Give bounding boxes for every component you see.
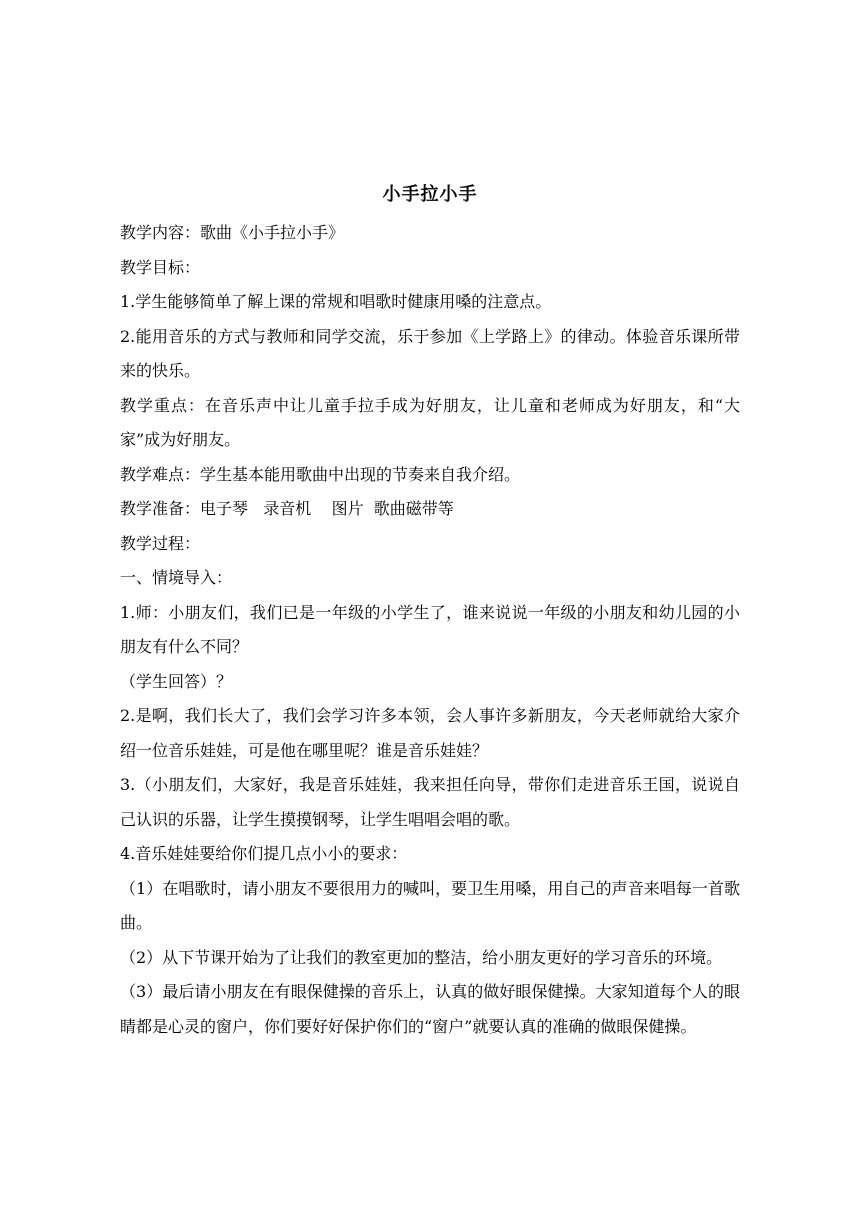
paragraph-step-4: 4.音乐娃娃要给你们提几点小小的要求： [120, 844, 408, 863]
paragraph-step-3: 3.（小朋友们，大家好，我是音乐娃娃，我来担任向导，带你们走进音乐王国，说说自己认识的乐器，让学生摸摸钢琴，让学生唱唱会唱的歌。 [120, 775, 740, 829]
paragraph-goal-1: 1.学生能够简单了解上课的常规和唱歌时健康用嗓的注意点。 [120, 292, 552, 311]
paragraph-step-1: 1.师：小朋友们，我们已是一年级的小学生了，谁来说说一年级的小朋友和幼儿园的小朋友有什么不同？ [120, 602, 740, 656]
paragraph-teaching-content: 教学内容：歌曲《小手拉小手》 [120, 223, 345, 242]
document-title: 小手拉小手 [382, 184, 478, 205]
document-body [120, 216, 740, 1044]
paragraph-difficulties: 教学难点：学生基本能用歌曲中出现的节奏来自我介绍。 [120, 464, 521, 484]
paragraph-goal-2: 2.能用音乐的方式与教师和同学交流，乐于参加《上学路上》的律动。体验音乐课所带来的快乐。 [120, 326, 740, 380]
paragraph-student-answer: （学生回答）？ [120, 671, 233, 691]
paragraph-preparation: 教学准备：电子琴 录音机 图片 歌曲磁带等 [120, 499, 454, 518]
paragraph-requirement-3: （3）最后请小朋友在有眼保健操的音乐上，认真的做好眼保健操。大家知道每个人的眼睛都是心灵的窗户，你们要好好保护你们的“窗户”就要认真的准确的做眼保健操。 [120, 982, 740, 1036]
paragraph-requirement-1: （1）在唱歌时，请小朋友不要很用力的喊叫，要卫生用嗓，用自己的声音来唱每一首歌曲。 [120, 878, 740, 932]
paragraph-section-1-heading: 一、情境导入： [120, 568, 233, 587]
paragraph-teaching-goals-heading: 教学目标： [120, 257, 201, 277]
paragraph-process-heading: 教学过程： [120, 533, 201, 553]
paragraph-requirement-2: （2）从下节课开始为了让我们的教室更加的整洁，给小朋友更好的学习音乐的环境。 [120, 947, 723, 967]
paragraph-key-points: 教学重点：在音乐声中让儿童手拉手成为好朋友，让儿童和老师成为好朋友，和“大家”成为好朋友。 [120, 395, 740, 449]
paragraph-step-2: 2.是啊，我们长大了，我们会学习许多本领，会人事许多新朋友，今天老师就给大家介绍一位音乐娃娃，可是他在哪里呢？谁是音乐娃娃？ [120, 706, 740, 760]
